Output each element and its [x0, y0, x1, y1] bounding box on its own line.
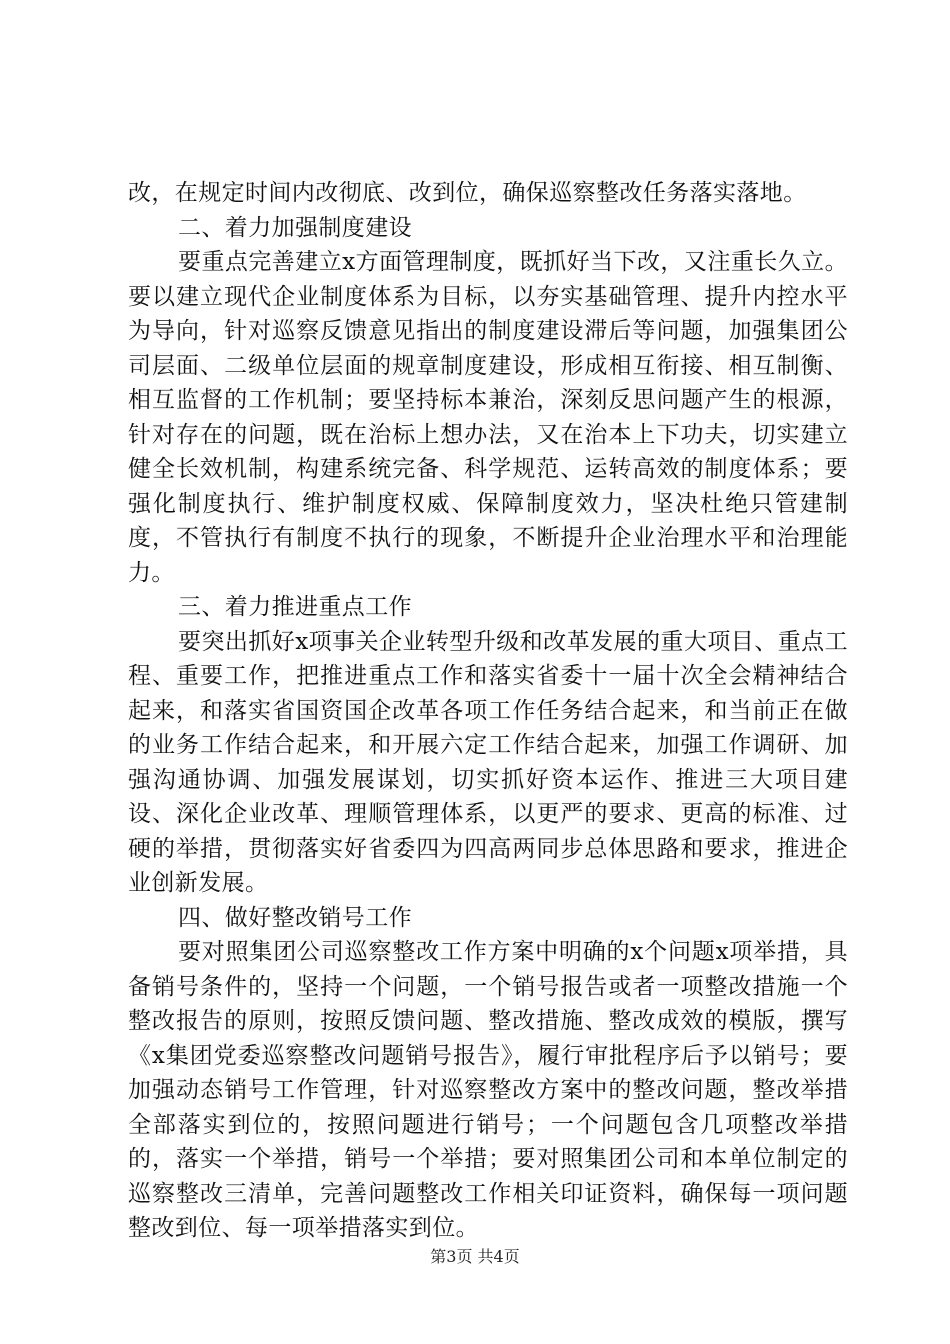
page-footer: [0, 1244, 950, 1267]
section-heading-4: 四、做好整改销号工作: [178, 904, 412, 931]
document-body: [128, 176, 848, 1246]
section-heading-2: 二、着力加强制度建设: [178, 214, 412, 241]
paragraph-section-4: 要对照集团公司巡察整改工作方案中明确的x个问题x项举措，具备销号条件的，坚持一个问题，一个销号报告或者一项整改措施一个整改报告的原则，按照反馈问题、整改措施、整改成效的模版，撰写《x集团党委巡察整改问题销号报告》，履行审批程序后予以销号；要加强动态销号工作管理，针对巡察整改方案中的整改问题，整改举措全部落实到位的，按照问题进行销号；一个问题包含几项整改举措的，落实一个举措，销号一个举措；要对照集团公司和本单位制定的巡察整改三清单，完善问题整改工作相关印证资料，确保每一项问题整改到位、每一项举措落实到位。: [128, 939, 848, 1241]
section-heading-3: 三、着力推进重点工作: [178, 594, 412, 620]
paragraph-continuation: 改，在规定时间内改彻底、改到位，确保巡察整改任务落实落地。: [128, 180, 807, 206]
page-number: 第3页 共4页: [430, 1247, 520, 1266]
paragraph-section-3: 要突出抓好x项事关企业转型升级和改革发展的重大项目、重点工程、重要工作，把推进重点工作和落实省委十一届十次全会精神结合起来，和落实省国资国企改革各项工作任务结合起来，和当前正在做的业务工作结合起来，和开展六定工作结合起来，加强工作调研、加强沟通协调、加强发展谋划，切实抓好资本运作、推进三大项目建设、深化企业改革、理顺管理体系，以更严的要求、更高的标准、过硬的举措，贯彻落实好省委四为四高两同步总体思路和要求，推进企业创新发展。: [128, 628, 848, 896]
paragraph-section-2: 要重点完善建立x方面管理制度，既抓好当下改，又注重长久立。要以建立现代企业制度体系为目标，以夯实基础管理、提升内控水平为导向，针对巡察反馈意见指出的制度建设滞后等问题，加强集团公司层面、二级单位层面的规章制度建设，形成相互衔接、相互制衡、相互监督的工作机制；要坚持标本兼治，深刻反思问题产生的根源，针对存在的问题，既在治标上想办法，又在治本上下功夫，切实建立健全长效机制，构建系统完备、科学规范、运转高效的制度体系；要强化制度执行、维护制度权威、保障制度效力，坚决杜绝只管建制度，不管执行有制度不执行的现象，不断提升企业治理水平和治理能力。: [128, 249, 848, 586]
